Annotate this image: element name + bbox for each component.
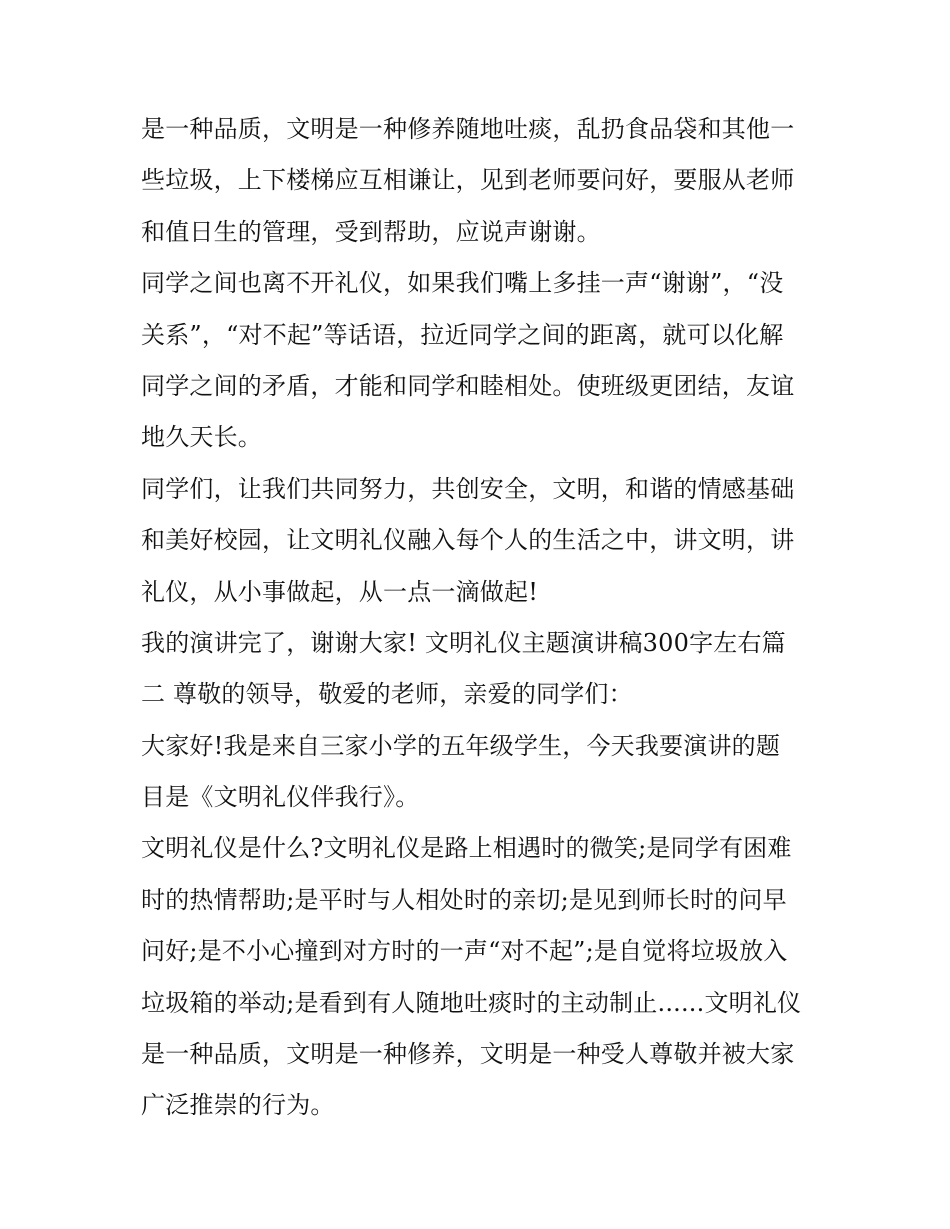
text-line: 地久天长。 <box>141 423 262 452</box>
text-line: 时的热情帮助;是平时与人相处时的亲切;是见到师长时的问早 <box>141 885 787 914</box>
text-line: 是一种品质，文明是一种修养随地吐痰，乱扔食品袋和其他一 <box>141 115 795 143</box>
text-line: 和美好校园，让文明礼仪融入每个人的生活之中，讲文明，讲 <box>141 526 795 555</box>
text-line: 同学之间也离不开礼仪，如果我们嘴上多挂一声“谢谢”，“没 <box>141 269 784 298</box>
text-line: 目是《文明礼仪伴我行》。 <box>141 783 420 812</box>
text-line: 和值日生的管理，受到帮助，应说声谢谢。 <box>141 217 601 246</box>
text-line: 些垃圾，上下楼梯应互相谦让，见到老师要问好，要服从老师 <box>141 166 795 195</box>
text-line: 同学们，让我们共同努力，共创安全，文明，和谐的情感基础 <box>141 474 795 503</box>
text-line: 同学之间的矛盾，才能和同学和睦相处。使班级更团结，友谊 <box>141 371 795 400</box>
text-line: 关系”，“对不起”等话语，拉近同学之间的距离，就可以化解 <box>141 320 784 349</box>
body-text <box>141 104 821 1132</box>
text-line: 是一种品质，文明是一种修养，文明是一种受人尊敬并被大家 <box>141 1040 795 1069</box>
text-line: 我的演讲完了，谢谢大家! 文明礼仪主题演讲稿300字左右篇 <box>141 628 786 657</box>
text-line: 问好;是不小心撞到对方时的一声“对不起”;是自觉将垃圾放入 <box>141 937 788 966</box>
text-line: 文明礼仪是什么?文明礼仪是路上相遇时的微笑;是同学有困难 <box>141 834 792 863</box>
text-line: 垃圾箱的举动;是看到有人随地吐痰时的主动制止......文明礼仪 <box>141 988 802 1017</box>
text-line: 二 尊敬的领导，敬爱的老师，亲爱的同学们： <box>141 680 633 709</box>
text-line: 广泛推崇的行为。 <box>141 1091 335 1120</box>
text-line: 大家好!我是来自三家小学的五年级学生，今天我要演讲的题 <box>141 731 781 760</box>
text-line: 礼仪，从小事做起，从一点一滴做起! <box>141 577 539 606</box>
